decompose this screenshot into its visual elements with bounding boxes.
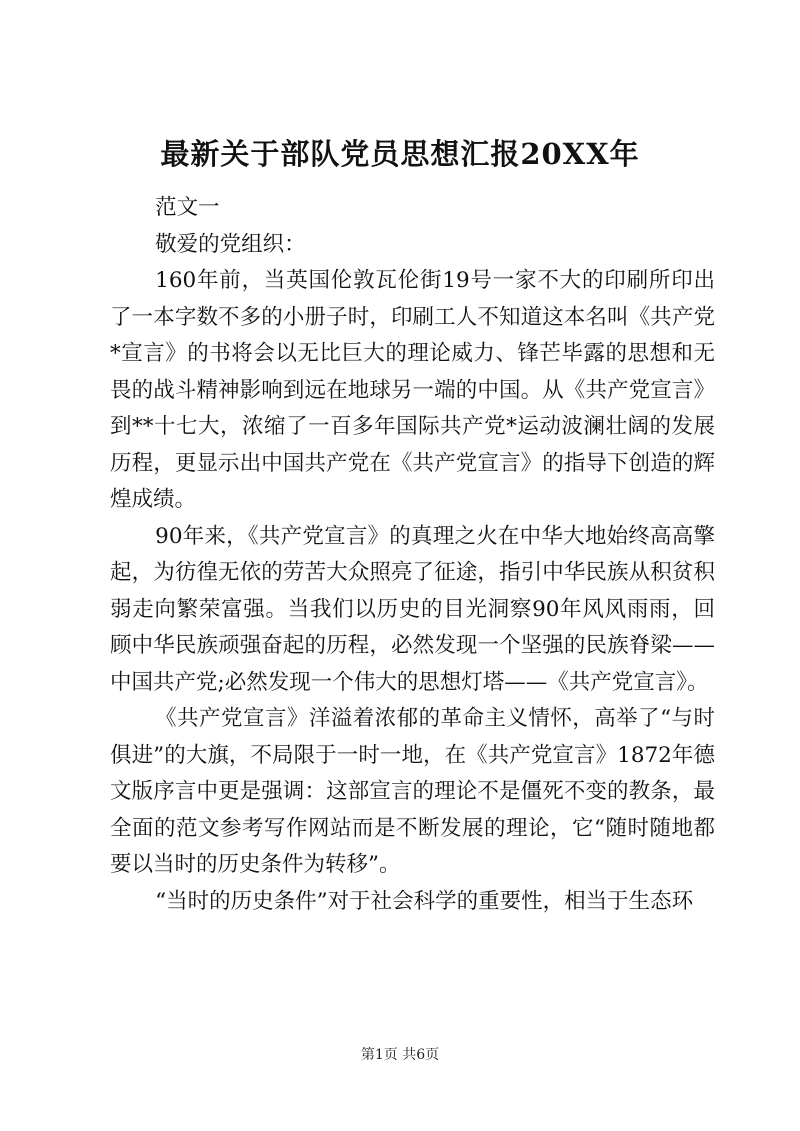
paragraph-body: “当时的历史条件”对于社会科学的重要性，相当于生态环: [155, 888, 694, 914]
paragraph-body: 90年来，《共产党宣言》的真理之火在中华大地始终高高擎起，为彷徨无依的劳苦大众照亮了征途，指引中华民族从积贫积弱走向繁荣富强。当我们以历史的目光洞察90年风风雨雨，回顾中华民族顽强奋起的历程，必然发现一个坚强的民族脊梁——中国共产党;必然发现一个伟大的思想灯塔——《共产党宣言》。: [110, 523, 715, 695]
page-footer: 第1页 共6页: [360, 1047, 440, 1063]
document-body: [110, 190, 715, 920]
document-title: 最新关于部队党员思想汇报20XX年: [160, 137, 640, 171]
paragraph-salutation: 敬爱的党组织：: [155, 231, 306, 257]
paragraph-body: 《共产党宣言》洋溢着浓郁的革命主义情怀，高举了“与时俱进”的大旗，不局限于一时一地，在《共产党宣言》1872年德文版序言中更是强调：这部宣言的理论不是僵死不变的教条，最全面的范文参考写作网站而是不断发展的理论，它“随时随地都要以当时的历史条件为转移”。: [110, 706, 715, 877]
paragraph-salutation-heading: 范文一: [155, 195, 220, 220]
paragraph-body: 160年前，当英国伦敦瓦伦街19号一家不大的印刷所印出了一本字数不多的小册子时，印刷工人不知道这本名叫《共产党*宣言》的书将会以无比巨大的理论威力、锋芒毕露的思想和无畏的战斗精神影响到远在地球另一端的中国。从《共产党宣言》到**十七大，浓缩了一百多年国际共产党*运动波澜壮阔的发展历程，更显示出中国共产党在《共产党宣言》的指导下创造的辉煌成绩。: [110, 268, 715, 512]
